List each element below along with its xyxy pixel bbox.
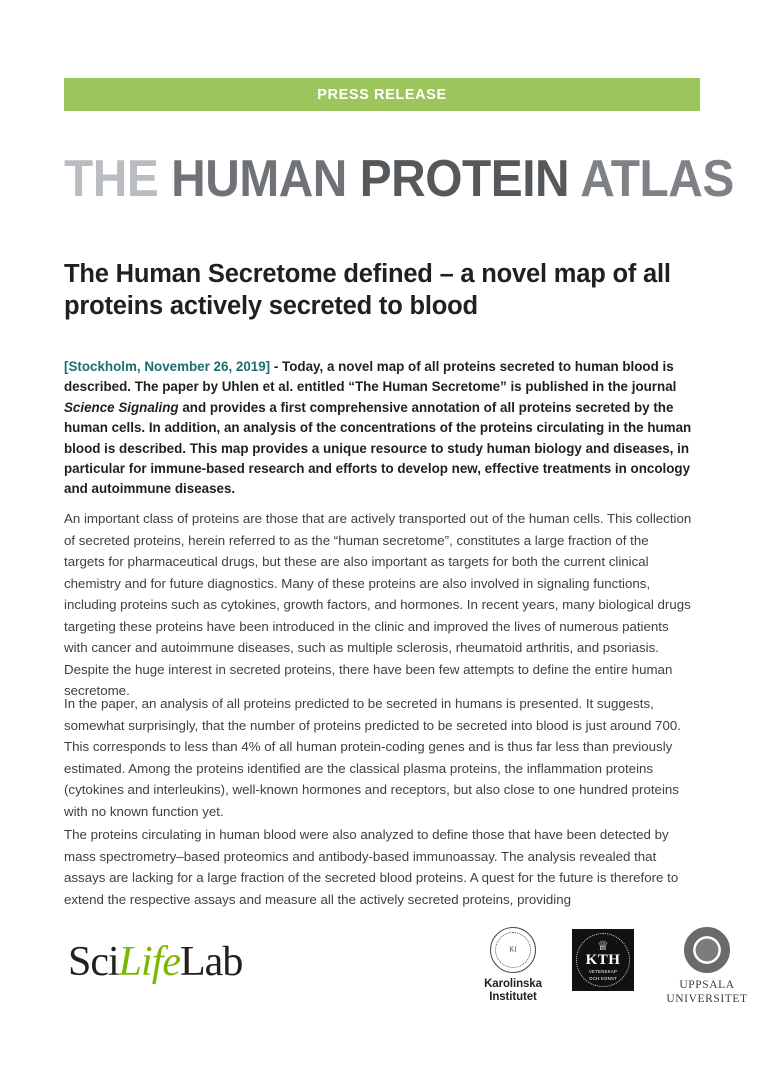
kth-emblem-icon: [572, 929, 634, 991]
scilifelab-sci: Sci: [68, 939, 119, 985]
body-paragraph-2: In the paper, an analysis of all proteins predicted to be secreted in humans is presented. It suggests, somewhat surprisingly, that the number of proteins predicted to be secreted into blood is just around 700. This corresponds to less than 4% of all human protein-coding genes and is thus far less than previously estimated. Among the proteins identified are the classical plasma proteins, the inflammation proteins (cytokines and interleukins), well-known hormones and receptors, but also close to one hundred proteins with no known function yet.: [64, 696, 681, 819]
lead-paragraph: [64, 357, 692, 500]
human-protein-atlas-logo: [64, 146, 734, 212]
uppsala-seal-icon: [684, 927, 730, 973]
page-title: The Human Secretome defined – a novel map of all proteins actively secreted to blood: [64, 260, 671, 321]
scilifelab-logo: [68, 941, 242, 983]
karolinska-seal-icon: [490, 927, 536, 973]
logo-word-atlas: ATLAS: [580, 150, 734, 208]
kth-wordmark: KTH: [585, 952, 621, 968]
kth-crown-icon: ♕: [597, 938, 609, 953]
logo-word-human: HUMAN: [171, 150, 347, 208]
logo-word-the: THE: [64, 150, 159, 208]
karolinska-seal-core-icon: KI: [509, 945, 517, 954]
banner-label: PRESS RELEASE: [317, 86, 447, 103]
lead-text-part1: - Today, a novel map of all proteins secreted to human blood is described. The paper by Uhlen et al. entitled “The Human Secretome” is published in the journal: [64, 359, 677, 395]
karolinska-name-line2: Institutet: [489, 990, 537, 1003]
uppsala-name-line1: UPPSALA: [679, 979, 735, 991]
body-paragraph-3: The proteins circulating in human blood were also analyzed to define those that have been detected by mass spectrometry–based proteomics and antibody-based immunoassay. The analysis revealed that assays are lacking for a large fraction of the secreted blood proteins. A quest for the future is therefore to extend the respective assays and measure all the actively secreted proteins, providing: [64, 827, 679, 907]
body-paragraph-1: An important class of proteins are those that are actively transported out of the human cells. This collection of secreted proteins, herein referred to as the “human secretome”, constitutes a large fraction of the targets for pharmaceutical drugs, but these are also important as targets for both the current clinical chemistry and for future diagnostics. Many of these proteins are also involved in signaling functions, including proteins such as cytokines, growth factors, and hormones. In recent years, many biological drugs targeting these proteins have been introduced in the clinic and improved the lives of numerous patients with cancer and autoimmune diseases, such as multiple sclerosis, rheumatoid arthritis, and psoriasis. Despite the huge interest in secreted proteins, there have been few attempts to define the entire human secretome.: [64, 511, 692, 699]
kth-motto-line1: VETENSKAP: [588, 969, 618, 974]
journal-name: Science Signaling: [64, 399, 179, 415]
uppsala-name-line2: UNIVERSITET: [666, 993, 748, 1006]
karolinska-institutet-logo: [458, 927, 568, 1004]
kth-motto-line2: OCH KONST: [589, 975, 617, 981]
logo-word-protein: PROTEIN: [359, 150, 570, 208]
uppsala-universitet-logo: [652, 927, 762, 1006]
press-release-banner: [64, 78, 700, 111]
lead-text-part2: and provides a first comprehensive annotation of all proteins secreted by the human cells. In addition, an analysis of the concentrations of the proteins circulating in the human blood is described. This map provides a unique resource to study human biology and diseases, in particular for immune-based research and efforts to develop new, effective treatments in oncology and autoimmune diseases.: [64, 399, 692, 497]
footer-logos: [64, 925, 748, 1015]
kth-logo: [560, 929, 646, 991]
karolinska-name-line1: Karolinska: [484, 978, 542, 990]
dateline: [Stockholm, November 26, 2019]: [64, 359, 271, 374]
scilifelab-life: Life: [118, 939, 181, 985]
logo-wordmark: [64, 150, 734, 208]
scilifelab-lab: Lab: [180, 939, 243, 985]
